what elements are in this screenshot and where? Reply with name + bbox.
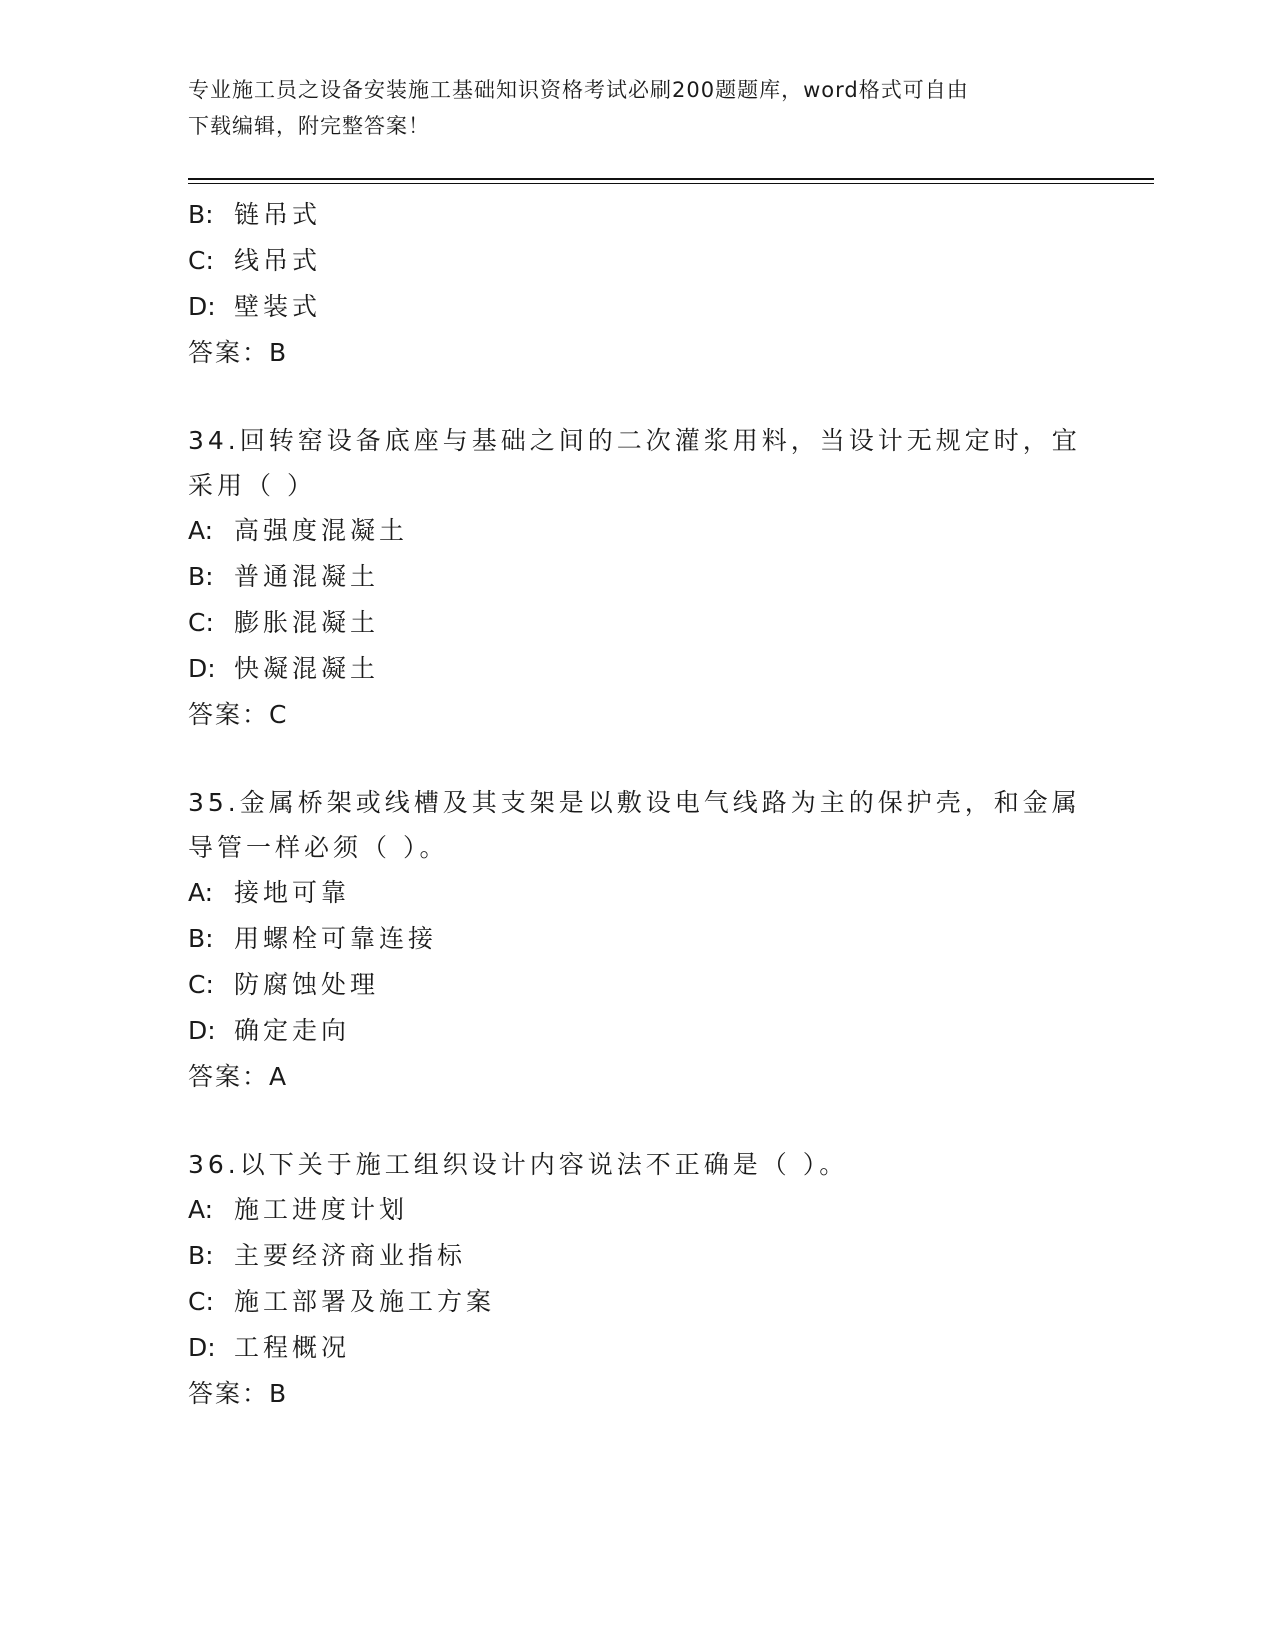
option-text: 线吊式 [234, 246, 322, 275]
option-letter: B: [188, 924, 214, 953]
answer-line: 答案：B [188, 338, 289, 367]
question-stem-line: 34.回转窑设备底座与基础之间的二次灌浆用料，当设计无规定时，宜 [188, 426, 1081, 455]
question-stem-line: 导管一样必须（ ）。 [188, 833, 449, 862]
option-a [188, 508, 1088, 554]
question-35 [188, 780, 1088, 1100]
question-stem-line: 36.以下关于施工组织设计内容说法不正确是（ ）。 [188, 1150, 849, 1179]
option-text: 接地可靠 [234, 878, 351, 907]
option-text: 膨胀混凝土 [234, 608, 380, 637]
answer-line: 答案：A [188, 1062, 289, 1091]
option-b [188, 192, 1088, 238]
option-text: 确定走向 [234, 1016, 351, 1045]
option-text: 工程概况 [234, 1333, 351, 1362]
option-d [188, 646, 1088, 692]
question-36 [188, 1142, 1088, 1417]
option-c [188, 600, 1088, 646]
question-content [188, 192, 1088, 1417]
answer-line: 答案：C [188, 700, 289, 729]
option-b [188, 1233, 1088, 1279]
option-letter: D: [188, 1333, 216, 1362]
question-33-continuation [188, 192, 1088, 376]
header-rule-thin [188, 183, 1154, 184]
document-header [188, 72, 1068, 144]
option-text: 主要经济商业指标 [234, 1241, 467, 1270]
question-stem-line: 采用（ ） [188, 471, 316, 500]
option-a [188, 870, 1088, 916]
answer-line: 答案：B [188, 1379, 289, 1408]
option-d [188, 1325, 1088, 1371]
option-b [188, 554, 1088, 600]
option-letter: C: [188, 970, 214, 999]
option-letter: A: [188, 1195, 214, 1224]
question-stem-line: 35.金属桥架或线槽及其支架是以敷设电气线路为主的保护壳，和金属 [188, 788, 1081, 817]
option-d [188, 284, 1088, 330]
option-letter: D: [188, 654, 216, 683]
option-letter: A: [188, 878, 214, 907]
question-34 [188, 418, 1088, 738]
option-letter: D: [188, 1016, 216, 1045]
option-text: 链吊式 [234, 200, 322, 229]
option-letter: D: [188, 292, 216, 321]
option-letter: B: [188, 1241, 214, 1270]
option-text: 快凝混凝土 [234, 654, 380, 683]
option-letter: B: [188, 562, 214, 591]
option-b [188, 916, 1088, 962]
option-text: 施工部署及施工方案 [234, 1287, 496, 1316]
option-c [188, 962, 1088, 1008]
option-letter: C: [188, 1287, 214, 1316]
option-a [188, 1187, 1088, 1233]
option-letter: A: [188, 516, 214, 545]
option-text: 壁装式 [234, 292, 322, 321]
option-text: 防腐蚀处理 [234, 970, 380, 999]
option-c [188, 1279, 1088, 1325]
option-text: 施工进度计划 [234, 1195, 409, 1224]
option-letter: C: [188, 246, 214, 275]
option-d [188, 1008, 1088, 1054]
option-text: 用螺栓可靠连接 [234, 924, 438, 953]
option-letter: C: [188, 608, 214, 637]
option-text: 高强度混凝土 [234, 516, 409, 545]
option-text: 普通混凝土 [234, 562, 380, 591]
option-c [188, 238, 1088, 284]
header-line-2: 下载编辑，附完整答案！ [188, 114, 430, 138]
option-letter: B: [188, 200, 214, 229]
header-rule-thick [188, 178, 1154, 180]
header-line-1: 专业施工员之设备安装施工基础知识资格考试必刷200题题库，word格式可自由 [188, 78, 969, 102]
